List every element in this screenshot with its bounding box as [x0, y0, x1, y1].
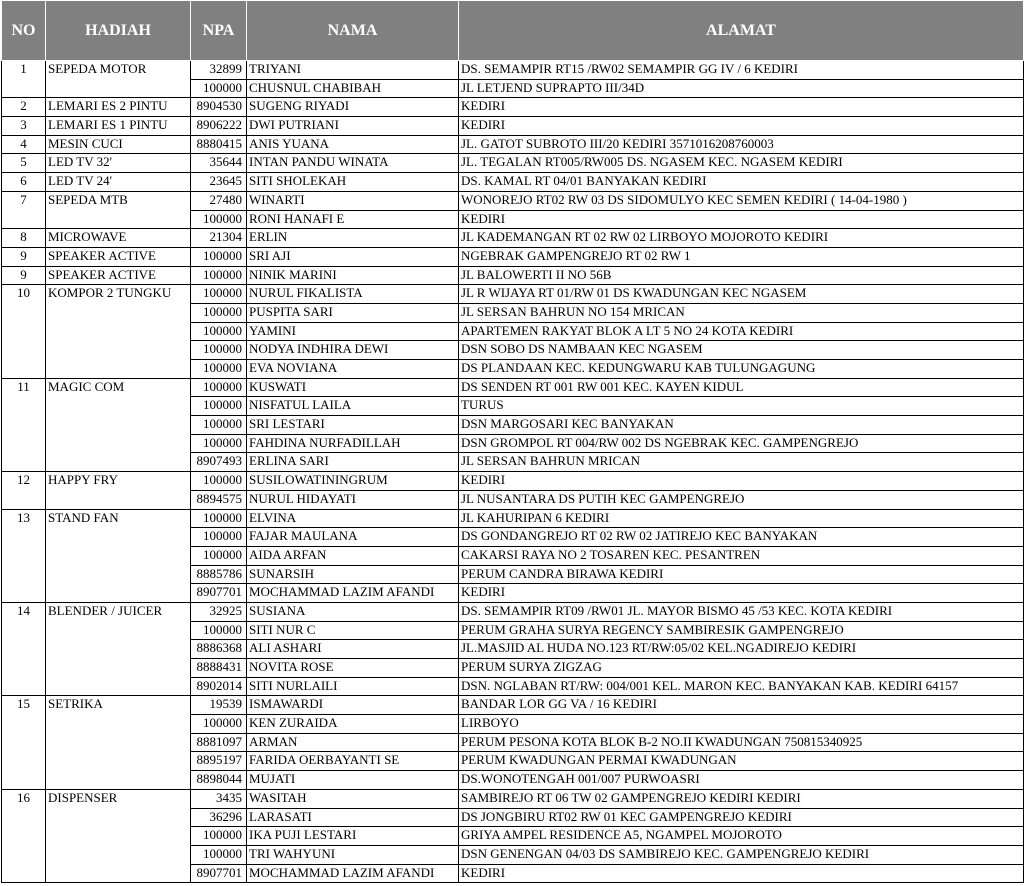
cell-hadiah: KOMPOR 2 TUNGKU — [46, 285, 191, 378]
cell-npa: 8904530 — [191, 98, 247, 117]
cell-alamat: JL SERSAN BAHRUN NO 154 MRICAN — [459, 303, 1024, 322]
cell-alamat: NGEBRAK GAMPENGREJO RT 02 RW 1 — [459, 247, 1024, 266]
cell-npa: 32925 — [191, 602, 247, 621]
table-row — [2, 173, 1024, 192]
cell-npa: 100000 — [191, 79, 247, 98]
cell-alamat: JL KAHURIPAN 6 KEDIRI — [459, 509, 1024, 528]
cell-alamat: JL. GATOT SUBROTO III/20 KEDIRI 3571016208760003 — [459, 135, 1024, 154]
cell-nama: AIDA ARFAN — [247, 546, 459, 565]
table-row — [2, 472, 1024, 491]
table-row — [2, 191, 1024, 210]
table-row — [2, 154, 1024, 173]
cell-nama: MUJATI — [247, 771, 459, 790]
cell-nama: YAMINI — [247, 322, 459, 341]
cell-nama: SITI NURLAILI — [247, 677, 459, 696]
header-no: NO — [2, 1, 46, 61]
cell-nama: ERLINA SARI — [247, 453, 459, 472]
cell-no: 6 — [2, 173, 46, 192]
cell-no: 1 — [2, 61, 46, 98]
cell-npa: 8907701 — [191, 864, 247, 883]
cell-no: 5 — [2, 154, 46, 173]
cell-nama: CHUSNUL CHABIBAH — [247, 79, 459, 98]
cell-nama: INTAN PANDU WINATA — [247, 154, 459, 173]
cell-nama: KUSWATI — [247, 378, 459, 397]
cell-alamat: JL BALOWERTI II NO 56B — [459, 266, 1024, 285]
cell-alamat: APARTEMEN RAKYAT BLOK A LT 5 NO 24 KOTA KEDIRI — [459, 322, 1024, 341]
cell-npa: 100000 — [191, 509, 247, 528]
cell-npa: 100000 — [191, 528, 247, 547]
table-row — [2, 285, 1024, 304]
cell-nama: FAJAR MAULANA — [247, 528, 459, 547]
cell-nama: NINIK MARINI — [247, 266, 459, 285]
cell-nama: NURUL HIDAYATI — [247, 490, 459, 509]
cell-npa: 100000 — [191, 827, 247, 846]
cell-npa: 100000 — [191, 715, 247, 734]
cell-nama: SRI AJI — [247, 247, 459, 266]
cell-alamat: DS. SEMAMPIR RT09 /RW01 JL. MAYOR BISMO 45 /53 KEC. KOTA KEDIRI — [459, 602, 1024, 621]
cell-nama: SUSIANA — [247, 602, 459, 621]
table-row — [2, 602, 1024, 621]
cell-hadiah: SPEAKER ACTIVE — [46, 266, 191, 285]
cell-hadiah: DISPENSER — [46, 789, 191, 882]
cell-nama: ISMAWARDI — [247, 696, 459, 715]
cell-nama: WINARTI — [247, 191, 459, 210]
cell-nama: WASITAH — [247, 789, 459, 808]
cell-alamat: PERUM GRAHA SURYA REGENCY SAMBIRESIK GAMPENGREJO — [459, 621, 1024, 640]
cell-hadiah: MAGIC COM — [46, 378, 191, 471]
table-body — [2, 61, 1024, 883]
header-hadiah: HADIAH — [46, 1, 191, 61]
cell-npa: 23645 — [191, 173, 247, 192]
cell-nama: EVA NOVIANA — [247, 360, 459, 379]
cell-npa: 100000 — [191, 378, 247, 397]
cell-alamat: PERUM CANDRA BIRAWA KEDIRI — [459, 565, 1024, 584]
cell-hadiah: SEPEDA MOTOR — [46, 61, 191, 98]
cell-npa: 100000 — [191, 416, 247, 435]
cell-alamat: PERUM PESONA KOTA BLOK B-2 NO.II KWADUNGAN 750815340925 — [459, 733, 1024, 752]
cell-nama: SUSILOWATININGRUM — [247, 472, 459, 491]
cell-no: 15 — [2, 696, 46, 789]
table-row — [2, 61, 1024, 80]
cell-nama: LARASATI — [247, 808, 459, 827]
cell-no: 10 — [2, 285, 46, 378]
cell-alamat: DS SENDEN RT 001 RW 001 KEC. KAYEN KIDUL — [459, 378, 1024, 397]
cell-npa: 100000 — [191, 247, 247, 266]
cell-npa: 21304 — [191, 229, 247, 248]
cell-nama: FARIDA OERBAYANTI SE — [247, 752, 459, 771]
header-row — [2, 1, 1024, 61]
cell-nama: MOCHAMMAD LAZIM AFANDI — [247, 584, 459, 603]
table-row — [2, 509, 1024, 528]
cell-hadiah: SETRIKA — [46, 696, 191, 789]
cell-nama: MOCHAMMAD LAZIM AFANDI — [247, 864, 459, 883]
cell-npa: 100000 — [191, 285, 247, 304]
cell-hadiah: LEMARI ES 1 PINTU — [46, 117, 191, 136]
cell-nama: SUNARSIH — [247, 565, 459, 584]
cell-nama: NOVITA ROSE — [247, 659, 459, 678]
cell-no: 7 — [2, 191, 46, 228]
table-row — [2, 696, 1024, 715]
cell-nama: ELVINA — [247, 509, 459, 528]
table-header — [2, 1, 1024, 61]
table-row — [2, 229, 1024, 248]
cell-hadiah: LED TV 32' — [46, 154, 191, 173]
cell-alamat: KEDIRI — [459, 210, 1024, 229]
cell-npa: 8907701 — [191, 584, 247, 603]
cell-npa: 32899 — [191, 61, 247, 80]
cell-npa: 8888431 — [191, 659, 247, 678]
cell-alamat: KEDIRI — [459, 864, 1024, 883]
cell-nama: NURUL FIKALISTA — [247, 285, 459, 304]
cell-nama: TRIYANI — [247, 61, 459, 80]
cell-no: 3 — [2, 117, 46, 136]
cell-alamat: JL LETJEND SUPRAPTO III/34D — [459, 79, 1024, 98]
cell-alamat: JL R WIJAYA RT 01/RW 01 DS KWADUNGAN KEC NGASEM — [459, 285, 1024, 304]
cell-npa: 8886368 — [191, 640, 247, 659]
cell-alamat: JL KADEMANGAN RT 02 RW 02 LIRBOYO MOJOROTO KEDIRI — [459, 229, 1024, 248]
cell-npa: 100000 — [191, 322, 247, 341]
cell-nama: RONI HANAFI E — [247, 210, 459, 229]
cell-npa: 19539 — [191, 696, 247, 715]
table-row — [2, 117, 1024, 136]
cell-alamat: BANDAR LOR GG VA / 16 KEDIRI — [459, 696, 1024, 715]
cell-no: 16 — [2, 789, 46, 882]
cell-npa: 8906222 — [191, 117, 247, 136]
cell-alamat: DS. SEMAMPIR RT15 /RW02 SEMAMPIR GG IV / 6 KEDIRI — [459, 61, 1024, 80]
cell-hadiah: LEMARI ES 2 PINTU — [46, 98, 191, 117]
cell-no: 12 — [2, 472, 46, 509]
header-npa: NPA — [191, 1, 247, 61]
cell-npa: 36296 — [191, 808, 247, 827]
cell-nama: SUGENG RIYADI — [247, 98, 459, 117]
cell-alamat: GRIYA AMPEL RESIDENCE A5, NGAMPEL MOJOROTO — [459, 827, 1024, 846]
cell-nama: ERLIN — [247, 229, 459, 248]
table-row — [2, 378, 1024, 397]
header-nama: NAMA — [247, 1, 459, 61]
table-row — [2, 247, 1024, 266]
cell-npa: 100000 — [191, 472, 247, 491]
cell-npa: 27480 — [191, 191, 247, 210]
cell-npa: 100000 — [191, 434, 247, 453]
cell-npa: 100000 — [191, 303, 247, 322]
cell-hadiah: SEPEDA MTB — [46, 191, 191, 228]
cell-npa: 100000 — [191, 341, 247, 360]
cell-hadiah: HAPPY FRY — [46, 472, 191, 509]
cell-alamat: CAKARSI RAYA NO 2 TOSAREN KEC. PESANTREN — [459, 546, 1024, 565]
cell-npa: 100000 — [191, 266, 247, 285]
cell-alamat: KEDIRI — [459, 472, 1024, 491]
cell-npa: 100000 — [191, 621, 247, 640]
cell-npa: 8885786 — [191, 565, 247, 584]
cell-npa: 8880415 — [191, 135, 247, 154]
cell-alamat: JL NUSANTARA DS PUTIH KEC GAMPENGREJO — [459, 490, 1024, 509]
cell-hadiah: LED TV 24' — [46, 173, 191, 192]
cell-nama: SITI NUR C — [247, 621, 459, 640]
cell-alamat: TURUS — [459, 397, 1024, 416]
cell-npa: 100000 — [191, 397, 247, 416]
cell-nama: SITI SHOLEKAH — [247, 173, 459, 192]
cell-nama: TRI WAHYUNI — [247, 845, 459, 864]
cell-npa: 35644 — [191, 154, 247, 173]
cell-npa: 8907493 — [191, 453, 247, 472]
cell-alamat: PERUM SURYA ZIGZAG — [459, 659, 1024, 678]
cell-alamat: DSN MARGOSARI KEC BANYAKAN — [459, 416, 1024, 435]
cell-hadiah: MICROWAVE — [46, 229, 191, 248]
cell-alamat: DSN SOBO DS NAMBAAN KEC NGASEM — [459, 341, 1024, 360]
cell-nama: NISFATUL LAILA — [247, 397, 459, 416]
cell-nama: ANIS YUANA — [247, 135, 459, 154]
cell-npa: 100000 — [191, 845, 247, 864]
cell-hadiah: STAND FAN — [46, 509, 191, 602]
cell-alamat: JL.MASJID AL HUDA NO.123 RT/RW:05/02 KEL.NGADIREJO KEDIRI — [459, 640, 1024, 659]
cell-alamat: JL. TEGALAN RT005/RW005 DS. NGASEM KEC. NGASEM KEDIRI — [459, 154, 1024, 173]
cell-nama: IKA PUJI LESTARI — [247, 827, 459, 846]
cell-nama: SRI LESTARI — [247, 416, 459, 435]
cell-npa: 100000 — [191, 210, 247, 229]
table-row — [2, 135, 1024, 154]
table-row — [2, 266, 1024, 285]
cell-alamat: JL SERSAN BAHRUN MRICAN — [459, 453, 1024, 472]
cell-nama: NODYA INDHIRA DEWI — [247, 341, 459, 360]
cell-alamat: DS.WONOTENGAH 001/007 PURWOASRI — [459, 771, 1024, 790]
cell-hadiah: BLENDER / JUICER — [46, 602, 191, 695]
cell-npa: 8898044 — [191, 771, 247, 790]
cell-alamat: KEDIRI — [459, 98, 1024, 117]
cell-no: 11 — [2, 378, 46, 471]
cell-nama: ARMAN — [247, 733, 459, 752]
cell-alamat: DS. KAMAL RT 04/01 BANYAKAN KEDIRI — [459, 173, 1024, 192]
cell-alamat: PERUM KWADUNGAN PERMAI KWADUNGAN — [459, 752, 1024, 771]
cell-alamat: DS GONDANGREJO RT 02 RW 02 JATIREJO KEC BANYAKAN — [459, 528, 1024, 547]
cell-nama: FAHDINA NURFADILLAH — [247, 434, 459, 453]
cell-npa: 100000 — [191, 546, 247, 565]
table-row — [2, 98, 1024, 117]
cell-npa: 8881097 — [191, 733, 247, 752]
cell-alamat: KEDIRI — [459, 584, 1024, 603]
cell-alamat: DSN GROMPOL RT 004/RW 002 DS NGEBRAK KEC. GAMPENGREJO — [459, 434, 1024, 453]
cell-no: 4 — [2, 135, 46, 154]
cell-alamat: SAMBIREJO RT 06 TW 02 GAMPENGREJO KEDIRI KEDIRI — [459, 789, 1024, 808]
cell-npa: 8894575 — [191, 490, 247, 509]
cell-no: 8 — [2, 229, 46, 248]
cell-alamat: DS PLANDAAN KEC. KEDUNGWARU KAB TULUNGAGUNG — [459, 360, 1024, 379]
cell-hadiah: SPEAKER ACTIVE — [46, 247, 191, 266]
cell-alamat: DS JONGBIRU RT02 RW 01 KEC GAMPENGREJO KEDIRI — [459, 808, 1024, 827]
prize-winners-table — [1, 0, 1024, 883]
cell-nama: KEN ZURAIDA — [247, 715, 459, 734]
cell-alamat: LIRBOYO — [459, 715, 1024, 734]
cell-no: 9 — [2, 266, 46, 285]
cell-npa: 8895197 — [191, 752, 247, 771]
table-row — [2, 789, 1024, 808]
cell-alamat: DSN. NGLABAN RT/RW: 004/001 KEL. MARON KEC. BANYAKAN KAB. KEDIRI 64157 — [459, 677, 1024, 696]
cell-nama: DWI PUTRIANI — [247, 117, 459, 136]
cell-hadiah: MESIN CUCI — [46, 135, 191, 154]
cell-no: 2 — [2, 98, 46, 117]
cell-no: 13 — [2, 509, 46, 602]
cell-npa: 8902014 — [191, 677, 247, 696]
cell-no: 9 — [2, 247, 46, 266]
cell-alamat: DSN GENENGAN 04/03 DS SAMBIREJO KEC. GAMPENGREJO KEDIRI — [459, 845, 1024, 864]
cell-no: 14 — [2, 602, 46, 695]
cell-npa: 3435 — [191, 789, 247, 808]
cell-npa: 100000 — [191, 360, 247, 379]
cell-nama: ALI ASHARI — [247, 640, 459, 659]
cell-nama: PUSPITA SARI — [247, 303, 459, 322]
header-alamat: ALAMAT — [459, 1, 1024, 61]
cell-alamat: WONOREJO RT02 RW 03 DS SIDOMULYO KEC SEMEN KEDIRI ( 14-04-1980 ) — [459, 191, 1024, 210]
cell-alamat: KEDIRI — [459, 117, 1024, 136]
